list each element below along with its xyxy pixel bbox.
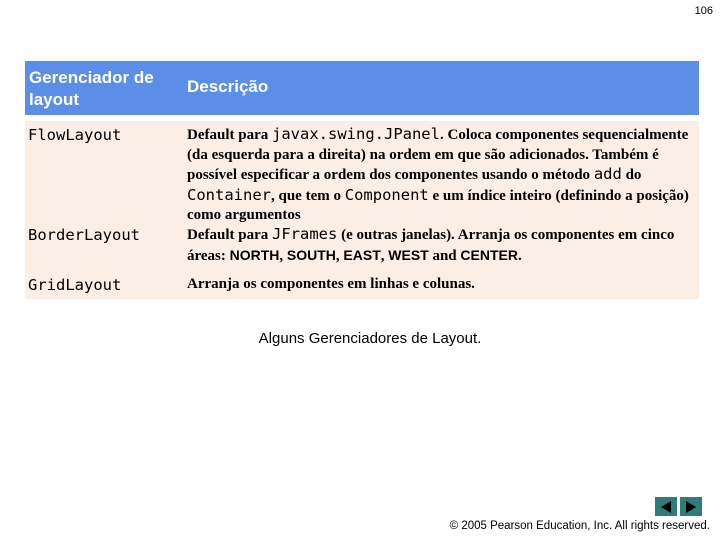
table-row (25, 275, 699, 299)
description-segment: WEST (388, 246, 429, 263)
caption: Alguns Gerenciadores de Layout. (258, 330, 482, 347)
description-segment: JFrames (272, 225, 338, 243)
layout-name: BorderLayout (28, 226, 140, 244)
layout-name: FlowLayout (28, 126, 122, 144)
layout-description (187, 125, 699, 226)
layout-description (187, 225, 699, 266)
description-segment: EAST (343, 246, 381, 263)
layout-description (187, 275, 699, 295)
description-segment: Arranja os componentes em linhas e colunas. (187, 276, 475, 292)
slide-navigation (655, 497, 702, 516)
previous-slide-button[interactable] (655, 497, 677, 516)
description-segment: SOUTH (286, 246, 336, 263)
description-segment: and (428, 247, 461, 264)
table-row (25, 225, 699, 275)
layout-name: GridLayout (28, 276, 122, 294)
description-segment: (e outras janelas). Arranja os componentes em cinco áreas: (187, 227, 675, 264)
description-segment: javax.swing.JPanel (272, 125, 440, 143)
header-description: Descrição (187, 77, 269, 96)
copyright-footer: © 2005 Pearson Education, Inc. All rights reserved. (449, 520, 710, 532)
description-segment: . (517, 247, 522, 264)
table-header (25, 61, 699, 115)
description-segment: , (279, 247, 287, 264)
triangle-right-icon (684, 500, 698, 514)
description-segment: Default para (187, 227, 272, 243)
description-segment: , (380, 247, 389, 264)
description-segment: Component (344, 185, 429, 204)
description-segment: , que tem o (271, 187, 345, 204)
triangle-left-icon (659, 500, 673, 514)
description-segment: do (621, 167, 642, 184)
description-segment: Default para (187, 127, 272, 143)
description-segment: Container (187, 185, 271, 204)
description-segment: NORTH (229, 246, 280, 263)
description-segment: CENTER (460, 246, 518, 263)
header-layout-manager: Gerenciador de layout (29, 68, 154, 109)
table-row (25, 121, 699, 225)
description-segment: add (593, 165, 622, 184)
layout-managers-table (25, 61, 699, 299)
description-segment: , (335, 247, 344, 264)
description-segment: . Coloca componentes sequencialmente (da esquerda para a direita) na ordem em que são adicionados. Também é possível especificar a ordem dos componentes usando o método (187, 127, 689, 184)
description-segment: e um índice inteiro (definindo a posição) como argumentos (187, 187, 689, 224)
next-slide-button[interactable] (680, 497, 702, 516)
page-number: 106 (694, 5, 713, 17)
table-body (25, 121, 699, 299)
